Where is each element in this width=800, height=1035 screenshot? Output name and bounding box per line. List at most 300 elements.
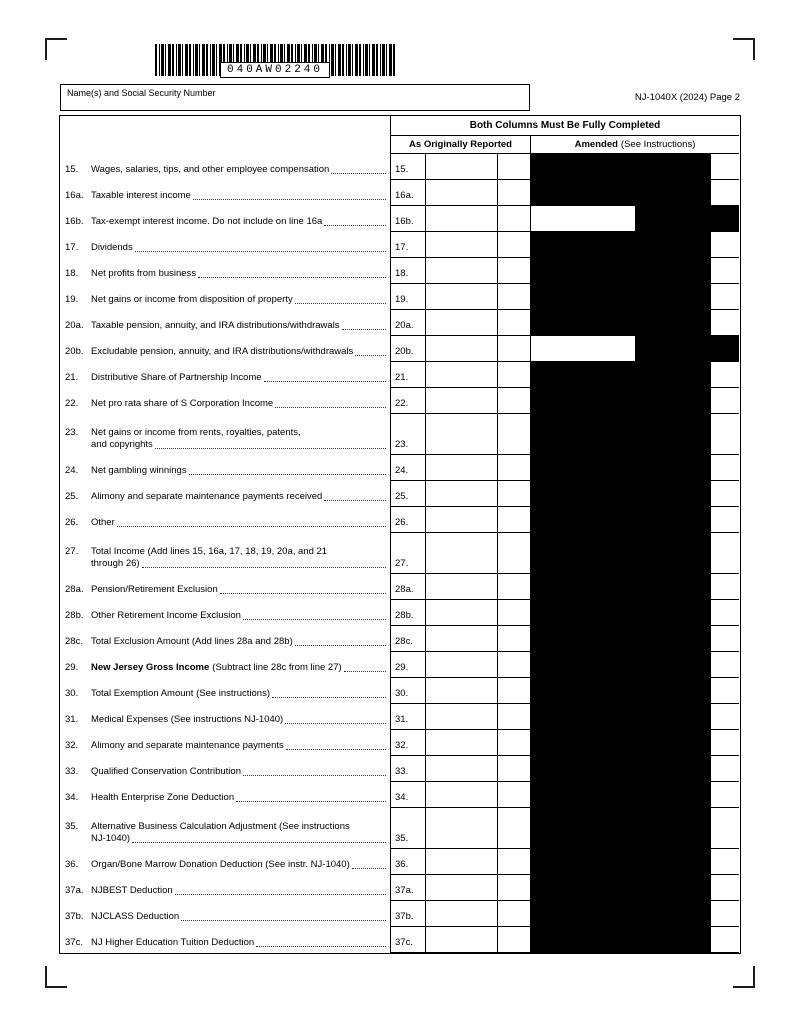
- row-line-number: 34.: [390, 782, 425, 808]
- form-row-25: [60, 481, 740, 507]
- description-line-1: [65, 688, 388, 700]
- original-amount-field[interactable]: [425, 362, 497, 388]
- row-number-label: 34.: [65, 792, 79, 803]
- original-cents-field[interactable]: [497, 507, 530, 533]
- row-description: [60, 927, 390, 953]
- original-amount-field[interactable]: [425, 927, 497, 953]
- form-row-24: [60, 455, 740, 481]
- original-amount-field[interactable]: [425, 626, 497, 652]
- crop-mark-bottom-left: [45, 966, 67, 988]
- amended-amount2-field: [635, 388, 710, 414]
- original-cents-field[interactable]: [497, 362, 530, 388]
- amended-amount-field: [530, 704, 635, 730]
- name-ssn-label: Name(s) and Social Security Number: [67, 88, 216, 98]
- row-line-number: 17.: [390, 232, 425, 258]
- amended-cents-field: [710, 206, 739, 232]
- row-description: [60, 258, 390, 284]
- form-row-19: [60, 284, 740, 310]
- column-header-amended: [530, 136, 739, 154]
- form-row-37c: [60, 927, 740, 953]
- original-amount-field[interactable]: [425, 258, 497, 284]
- amended-amount2-field: [635, 180, 710, 206]
- amended-amount2-field: [635, 626, 710, 652]
- original-amount-field[interactable]: [425, 533, 497, 574]
- row-description-text: through 26): [91, 558, 140, 569]
- row-number-label: 20b.: [65, 346, 84, 357]
- row-number-label: 20a.: [65, 320, 84, 331]
- row-number-label: 33.: [65, 766, 79, 777]
- row-line-number: 32.: [390, 730, 425, 756]
- amended-cents-field[interactable]: [710, 574, 739, 600]
- original-cents-field[interactable]: [497, 414, 530, 455]
- original-cents-field[interactable]: [497, 756, 530, 782]
- row-line-number: 27.: [390, 533, 425, 574]
- amended-cents-field[interactable]: [710, 730, 739, 756]
- form-row-17: [60, 232, 740, 258]
- amended-cents-field[interactable]: [710, 652, 739, 678]
- row-number-label: 19.: [65, 294, 79, 305]
- dotted-leader: [181, 920, 386, 921]
- description-line-1: [65, 190, 388, 202]
- row-description: [60, 808, 390, 849]
- amended-amount-field: [530, 849, 635, 875]
- row-description: [60, 849, 390, 875]
- original-cents-field[interactable]: [497, 284, 530, 310]
- original-cents-field[interactable]: [497, 808, 530, 849]
- original-cents-field[interactable]: [497, 730, 530, 756]
- row-line-number: 16b.: [390, 206, 425, 232]
- row-description-text: and copyrights: [91, 439, 153, 450]
- description-line-1: [65, 294, 388, 306]
- dotted-leader: [324, 225, 386, 226]
- original-amount-field[interactable]: [425, 481, 497, 507]
- row-description-text: Dividends: [91, 242, 133, 253]
- description-line-2: [65, 439, 388, 451]
- amended-amount2-field: [635, 507, 710, 533]
- row-line-number: 24.: [390, 455, 425, 481]
- amended-cents-field[interactable]: [710, 310, 739, 336]
- original-amount-field[interactable]: [425, 901, 497, 927]
- description-line-1: [65, 372, 388, 384]
- amended-amount-field: [530, 875, 635, 901]
- table-header-row-2: [60, 136, 740, 154]
- original-amount-field[interactable]: [425, 455, 497, 481]
- amended-cents-field[interactable]: [710, 481, 739, 507]
- amended-amount2-field: [635, 574, 710, 600]
- row-number-label: 24.: [65, 465, 79, 476]
- amended-amount2-field: [635, 455, 710, 481]
- row-number-label: 23.: [65, 427, 79, 438]
- amended-amount2-field: [635, 901, 710, 927]
- amended-amount2-field: [635, 258, 710, 284]
- amended-cents-field[interactable]: [710, 154, 739, 180]
- original-amount-field[interactable]: [425, 284, 497, 310]
- original-cents-field[interactable]: [497, 875, 530, 901]
- amended-amount2-field: [635, 730, 710, 756]
- dotted-leader: [198, 277, 386, 278]
- row-line-number: 23.: [390, 414, 425, 455]
- amended-cents-field[interactable]: [710, 678, 739, 704]
- amended-amount2-field: [635, 849, 710, 875]
- amended-amount2-field: [635, 362, 710, 388]
- original-amount-field[interactable]: [425, 180, 497, 206]
- column-header-amended-bold: Amended: [574, 139, 618, 150]
- row-description-text: Organ/Bone Marrow Donation Deduction (See instr. NJ-1040): [91, 859, 350, 870]
- row-description: [60, 455, 390, 481]
- row-line-number: 28a.: [390, 574, 425, 600]
- row-description: [60, 154, 390, 180]
- form-row-37b: [60, 901, 740, 927]
- amended-amount-field: [530, 258, 635, 284]
- row-description-text: Total Income (Add lines 15, 16a, 17, 18, 19, 20a, and 21: [91, 546, 328, 557]
- row-description-text: Qualified Conservation Contribution: [91, 766, 241, 777]
- amended-amount-field: [530, 481, 635, 507]
- original-cents-field[interactable]: [497, 782, 530, 808]
- amended-cents-field[interactable]: [710, 258, 739, 284]
- original-amount-field[interactable]: [425, 849, 497, 875]
- original-cents-field[interactable]: [497, 310, 530, 336]
- amended-amount-field[interactable]: [530, 336, 635, 362]
- form-row-16a: [60, 180, 740, 206]
- form-row-23: [60, 414, 740, 455]
- row-description: [60, 507, 390, 533]
- amended-amount-field: [530, 730, 635, 756]
- row-description-text: (Subtract line 28c from line 27): [212, 662, 342, 673]
- amended-amount-field: [530, 927, 635, 953]
- original-amount-field[interactable]: [425, 388, 497, 414]
- row-description: [60, 206, 390, 232]
- row-description-text: Medical Expenses (See instructions NJ-1040): [91, 714, 284, 725]
- original-amount-field[interactable]: [425, 414, 497, 455]
- row-description-text: Wages, salaries, tips, and other employee compensation: [91, 164, 330, 175]
- amended-amount-field: [530, 414, 635, 455]
- row-description: [60, 704, 390, 730]
- row-line-number: 35.: [390, 808, 425, 849]
- original-amount-field[interactable]: [425, 154, 497, 180]
- barcode-text: 040AW02240: [220, 62, 330, 78]
- column-header-amended-note: (See Instructions): [620, 139, 696, 150]
- row-description-text: Other: [91, 517, 115, 528]
- original-amount-field[interactable]: [425, 336, 497, 362]
- dotted-leader: [295, 645, 386, 646]
- row-description: [60, 652, 390, 678]
- row-description: [60, 756, 390, 782]
- form-row-31: [60, 704, 740, 730]
- row-number-label: 36.: [65, 859, 79, 870]
- dotted-leader: [264, 381, 386, 382]
- amended-amount-field: [530, 154, 635, 180]
- form-row-22: [60, 388, 740, 414]
- row-number-label: 28b.: [65, 610, 84, 621]
- amended-amount2-field: [635, 756, 710, 782]
- amended-amount2-field: [635, 533, 710, 574]
- row-line-number: 30.: [390, 678, 425, 704]
- original-cents-field[interactable]: [497, 927, 530, 953]
- row-description-text: Alternative Business Calculation Adjustment (See instructions: [91, 821, 350, 832]
- description-line-1: [65, 164, 388, 176]
- dotted-leader: [286, 749, 386, 750]
- original-amount-field[interactable]: [425, 232, 497, 258]
- form-row-29: [60, 652, 740, 678]
- row-description-text: NJBEST Deduction: [91, 885, 173, 896]
- row-description: [60, 901, 390, 927]
- form-row-18: [60, 258, 740, 284]
- row-description: [60, 336, 390, 362]
- row-line-number: 37c.: [390, 927, 425, 953]
- dotted-leader: [236, 801, 386, 802]
- table-header-row-1: [60, 116, 740, 136]
- amended-amount2-field: [635, 704, 710, 730]
- original-amount-field[interactable]: [425, 507, 497, 533]
- amended-amount2-field: [635, 652, 710, 678]
- amended-amount2-field: [635, 310, 710, 336]
- amended-amount-field: [530, 507, 635, 533]
- row-description: [60, 388, 390, 414]
- crop-mark-top-left: [45, 38, 67, 60]
- description-line-1: [65, 766, 388, 778]
- form-row-35: [60, 808, 740, 849]
- amended-cents-field[interactable]: [710, 626, 739, 652]
- original-amount-field[interactable]: [425, 730, 497, 756]
- description-line-1: [65, 792, 388, 804]
- row-description: [60, 284, 390, 310]
- amended-cents-field[interactable]: [710, 284, 739, 310]
- row-line-number: 28c.: [390, 626, 425, 652]
- amended-amount2-field: [635, 481, 710, 507]
- amended-cents-field[interactable]: [710, 756, 739, 782]
- form-row-21: [60, 362, 740, 388]
- row-description: [60, 678, 390, 704]
- row-line-number: 20b.: [390, 336, 425, 362]
- amended-cents-field[interactable]: [710, 232, 739, 258]
- dotted-leader: [243, 619, 386, 620]
- form-row-36: [60, 849, 740, 875]
- row-description: [60, 481, 390, 507]
- dotted-leader: [355, 355, 386, 356]
- row-description: [60, 782, 390, 808]
- amended-amount-field: [530, 782, 635, 808]
- original-cents-field[interactable]: [497, 206, 530, 232]
- amended-cents-field[interactable]: [710, 927, 739, 953]
- row-number-label: 18.: [65, 268, 79, 279]
- description-line-1: [65, 937, 388, 949]
- row-description: [60, 533, 390, 574]
- original-cents-field[interactable]: [497, 455, 530, 481]
- form-row-28c: [60, 626, 740, 652]
- amended-amount2-field: [635, 414, 710, 455]
- original-cents-field[interactable]: [497, 388, 530, 414]
- original-amount-field[interactable]: [425, 652, 497, 678]
- dotted-leader: [132, 842, 386, 843]
- amended-cents-field[interactable]: [710, 388, 739, 414]
- original-cents-field[interactable]: [497, 678, 530, 704]
- original-cents-field[interactable]: [497, 258, 530, 284]
- amended-amount2-field: [635, 600, 710, 626]
- form-row-28b: [60, 600, 740, 626]
- description-line-1: [65, 740, 388, 752]
- row-line-number: 22.: [390, 388, 425, 414]
- original-amount-field[interactable]: [425, 704, 497, 730]
- row-line-number: 28b.: [390, 600, 425, 626]
- description-line-1: [65, 821, 388, 833]
- description-line-1: [65, 662, 388, 674]
- description-line-1: [65, 242, 388, 254]
- amended-amount-field: [530, 626, 635, 652]
- description-line-2: [65, 558, 388, 570]
- amended-amount2-field: [635, 808, 710, 849]
- row-description-text: Distributive Share of Partnership Income: [91, 372, 262, 383]
- amended-cents-field[interactable]: [710, 808, 739, 849]
- amended-cents-field[interactable]: [710, 600, 739, 626]
- dotted-leader: [256, 946, 386, 947]
- form-row-20b: [60, 336, 740, 362]
- dotted-leader: [193, 199, 386, 200]
- row-description-text: Pension/Retirement Exclusion: [91, 584, 218, 595]
- row-description-text: Net pro rata share of S Corporation Income: [91, 398, 274, 409]
- header-title: Both Columns Must Be Fully Completed: [390, 116, 739, 136]
- amended-amount2-field: [635, 232, 710, 258]
- amended-cents-field[interactable]: [710, 849, 739, 875]
- original-cents-field[interactable]: [497, 901, 530, 927]
- row-line-number: 20a.: [390, 310, 425, 336]
- row-description: [60, 600, 390, 626]
- description-line-1: [65, 885, 388, 897]
- amended-amount-field: [530, 901, 635, 927]
- amended-amount-field: [530, 808, 635, 849]
- dotted-leader: [189, 474, 386, 475]
- row-line-number: 18.: [390, 258, 425, 284]
- row-line-number: 33.: [390, 756, 425, 782]
- amended-cents-field[interactable]: [710, 180, 739, 206]
- original-cents-field[interactable]: [497, 626, 530, 652]
- amended-cents-field[interactable]: [710, 362, 739, 388]
- row-line-number: 31.: [390, 704, 425, 730]
- description-line-2: [65, 833, 388, 845]
- original-amount-field[interactable]: [425, 808, 497, 849]
- row-description-text: Alimony and separate maintenance payments: [91, 740, 284, 751]
- original-amount-field[interactable]: [425, 782, 497, 808]
- table-body: [60, 154, 740, 953]
- row-number-label: 15.: [65, 164, 79, 175]
- row-description-bold-text: New Jersey Gross Income: [91, 662, 210, 673]
- form-row-16b: [60, 206, 740, 232]
- description-line-1: [65, 346, 388, 358]
- dotted-leader: [135, 251, 386, 252]
- form-row-20a: [60, 310, 740, 336]
- form-row-37a: [60, 875, 740, 901]
- amended-amount2-field: [635, 875, 710, 901]
- description-line-1: [65, 911, 388, 923]
- dotted-leader: [331, 173, 386, 174]
- row-number-label: 37a.: [65, 885, 84, 896]
- amended-amount2-field: [635, 284, 710, 310]
- amended-cents-field[interactable]: [710, 704, 739, 730]
- form-row-15: [60, 154, 740, 180]
- row-description-text: Excludable pension, annuity, and IRA distributions/withdrawals: [91, 346, 354, 357]
- amended-amount-field: [530, 284, 635, 310]
- original-amount-field[interactable]: [425, 875, 497, 901]
- original-amount-field[interactable]: [425, 574, 497, 600]
- original-cents-field[interactable]: [497, 481, 530, 507]
- original-cents-field[interactable]: [497, 232, 530, 258]
- row-description-text: Taxable pension, annuity, and IRA distributions/withdrawals: [91, 320, 340, 331]
- original-amount-field[interactable]: [425, 310, 497, 336]
- row-number-label: 30.: [65, 688, 79, 699]
- description-line-1: [65, 398, 388, 410]
- original-cents-field[interactable]: [497, 336, 530, 362]
- description-line-1: [65, 517, 388, 529]
- description-line-1: [65, 216, 388, 228]
- row-description-text: NJCLASS Deduction: [91, 911, 180, 922]
- original-amount-field[interactable]: [425, 206, 497, 232]
- dotted-leader: [295, 303, 386, 304]
- dotted-leader: [243, 775, 386, 776]
- name-ssn-box[interactable]: [60, 84, 530, 111]
- form-reference: NJ-1040X (2024) Page 2: [634, 92, 740, 103]
- row-number-label: 35.: [65, 821, 79, 832]
- form-row-28a: [60, 574, 740, 600]
- amended-amount2-field: [635, 927, 710, 953]
- amended-amount-field: [530, 362, 635, 388]
- row-number-label: 21.: [65, 372, 79, 383]
- amended-cents-field[interactable]: [710, 507, 739, 533]
- original-cents-field[interactable]: [497, 704, 530, 730]
- form-row-27: [60, 533, 740, 574]
- row-number-label: 29.: [65, 662, 79, 673]
- row-description-text: Other Retirement Income Exclusion: [91, 610, 241, 621]
- row-number-label: 32.: [65, 740, 79, 751]
- amended-cents-field[interactable]: [710, 414, 739, 455]
- amended-cents-field[interactable]: [710, 455, 739, 481]
- row-description: [60, 574, 390, 600]
- amended-cents-field[interactable]: [710, 533, 739, 574]
- row-line-number: 21.: [390, 362, 425, 388]
- original-amount-field[interactable]: [425, 678, 497, 704]
- form-row-34: [60, 782, 740, 808]
- description-line-1: [65, 465, 388, 477]
- original-cents-field[interactable]: [497, 180, 530, 206]
- description-line-1: [65, 268, 388, 280]
- row-description: [60, 730, 390, 756]
- amended-amount-field: [530, 388, 635, 414]
- row-line-number: 16a.: [390, 180, 425, 206]
- amended-cents-field[interactable]: [710, 875, 739, 901]
- amended-amount2-field: [635, 336, 710, 362]
- original-amount-field[interactable]: [425, 756, 497, 782]
- amended-amount2-field: [635, 206, 710, 232]
- original-cents-field[interactable]: [497, 533, 530, 574]
- original-cents-field[interactable]: [497, 600, 530, 626]
- original-amount-field[interactable]: [425, 600, 497, 626]
- amended-cents-field[interactable]: [710, 782, 739, 808]
- amended-cents-field[interactable]: [710, 901, 739, 927]
- dotted-leader: [175, 894, 386, 895]
- amended-amount-field[interactable]: [530, 206, 635, 232]
- dotted-leader: [272, 697, 386, 698]
- row-description-text: Health Enterprise Zone Deduction: [91, 792, 235, 803]
- amended-amount-field: [530, 310, 635, 336]
- original-cents-field[interactable]: [497, 574, 530, 600]
- original-cents-field[interactable]: [497, 849, 530, 875]
- dotted-leader: [155, 448, 386, 449]
- row-description-text: NJ Higher Education Tuition Deduction: [91, 937, 255, 948]
- description-line-1: [65, 859, 388, 871]
- row-description-text: NJ-1040): [91, 833, 131, 844]
- original-cents-field[interactable]: [497, 154, 530, 180]
- original-cents-field[interactable]: [497, 652, 530, 678]
- description-line-1: [65, 610, 388, 622]
- row-description-text: Alimony and separate maintenance payments received: [91, 491, 323, 502]
